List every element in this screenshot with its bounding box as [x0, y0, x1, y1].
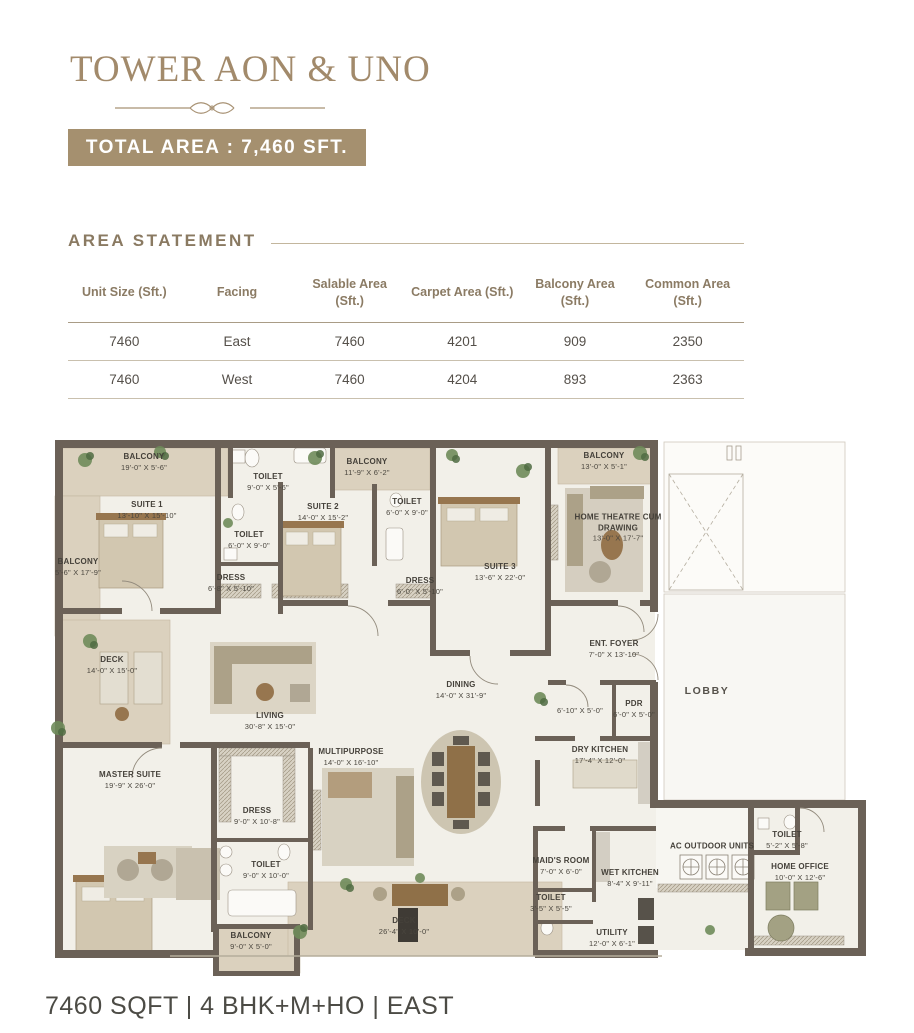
room-label-suite-2: SUITE 2 14'-0" X 15'-2": [297, 501, 349, 522]
room-label-pdr: PDR 6'-0" X 5'-0": [613, 698, 655, 719]
room-label-deck-upper: DECK 14'-0" X 15'-0": [86, 654, 138, 675]
plan-summary: 7460 SQFT | 4 BHK+M+HO | EAST: [45, 992, 455, 1020]
room-label-toilet-ho: TOILET 5'-2" X 5'-8": [766, 829, 808, 850]
table-column-header: Common Area (Sft.): [631, 262, 744, 322]
room-label-toilet-maid: TOILET 3'-5" X 5'-5": [530, 892, 572, 913]
room-label-toilet-2: TOILET 6'-0" X 9'-0": [386, 496, 428, 517]
table-column-header: Unit Size (Sft.): [68, 262, 181, 322]
room-label-multipurpose: MULTIPURPOSE 14'-0" X 16'-10": [318, 746, 384, 767]
room-label-utility: UTILITY 12'-0" X 6'-1": [588, 927, 635, 948]
table-column-header: Salable Area (Sft.): [293, 262, 406, 322]
table-cell: 7460: [293, 360, 406, 398]
page-title: TOWER AON & UNO: [70, 49, 431, 90]
room-label-deck-lower: DECK 26'-4" X 10'-0": [378, 915, 430, 936]
room-label-toilet-top: TOILET 9'-0" X 5'-6": [247, 471, 289, 492]
table-cell: 2350: [631, 322, 744, 360]
table-cell: 2363: [631, 360, 744, 398]
table-cell: 909: [519, 322, 632, 360]
room-label-ac-units: AC OUTDOOR UNITS: [669, 841, 755, 851]
room-label-ent-foyer: ENT. FOYER 7'-0" X 13'-10": [588, 638, 640, 659]
room-label-balcony-left: BALCONY 5'-6" X 17'-9": [54, 556, 101, 577]
room-label-maids-room: MAID'S ROOM 7'-0" X 6'-0": [532, 855, 590, 876]
total-area-banner: TOTAL AREA : 7,460 SFT.: [68, 129, 366, 166]
room-label-balcony-top-right: BALCONY 13'-0" X 5'-1": [580, 450, 627, 471]
room-label-wet-kitchen: WET KITCHEN 8'-4" X 9'-11": [601, 867, 659, 888]
room-label-toilet-master: TOILET 9'-0" X 10'-0": [242, 859, 289, 880]
room-label-master-suite: MASTER SUITE 19'-9" X 26'-0": [99, 769, 161, 790]
room-label-balcony-master: BALCONY 9'-0" X 5'-0": [230, 930, 272, 951]
table-cell: 4201: [406, 322, 519, 360]
table-column-header: Balcony Area (Sft.): [519, 262, 632, 322]
room-label-dress-master: DRESS 9'-0" X 10'-8": [233, 805, 280, 826]
room-label-balcony-top-left: BALCONY 19'-0" X 5'-6": [120, 451, 167, 472]
room-label-dry-kitchen: DRY KITCHEN 17'-4" X 12'-0": [571, 744, 629, 765]
room-label-toilet-1: TOILET 6'-0" X 9'-0": [228, 529, 270, 550]
room-label-dining: DINING 14'-0" X 31'-9": [435, 679, 487, 700]
table-column-header: Facing: [181, 262, 294, 322]
area-statement-title: AREA STATEMENT: [68, 231, 257, 250]
table-cell: 7460: [68, 360, 181, 398]
table-cell: 893: [519, 360, 632, 398]
table-cell: 4204: [406, 360, 519, 398]
table-cell: East: [181, 322, 294, 360]
room-label-dress-2: DRESS 6'-0" X 5'-10": [397, 575, 444, 596]
room-label-lobby: LOBBY: [684, 685, 730, 698]
room-label-suite-1: SUITE 1 13'-10" X 15'-10": [117, 499, 177, 520]
room-label-balcony-top-mid: BALCONY 11'-9" X 6'-2": [344, 456, 390, 477]
room-label-suite-3: SUITE 3 13'-6" X 22'-0": [474, 561, 526, 582]
room-label-home-theatre: HOME THEATRE CUM DRAWING 13'-0" X 17'-7": [574, 512, 662, 543]
table-cell: 7460: [68, 322, 181, 360]
table-column-header: Carpet Area (Sft.): [406, 262, 519, 322]
table-cell: 7460: [293, 322, 406, 360]
table-cell: West: [181, 360, 294, 398]
room-label-living: LIVING 30'-8" X 15'-0": [244, 710, 296, 731]
room-label-passage: 6'-10" X 5'-0": [556, 706, 603, 716]
room-label-dress-1: DRESS 6'-8" X 5'-10": [208, 572, 255, 593]
room-label-home-office: HOME OFFICE 10'-0" X 12'-6": [771, 861, 829, 882]
